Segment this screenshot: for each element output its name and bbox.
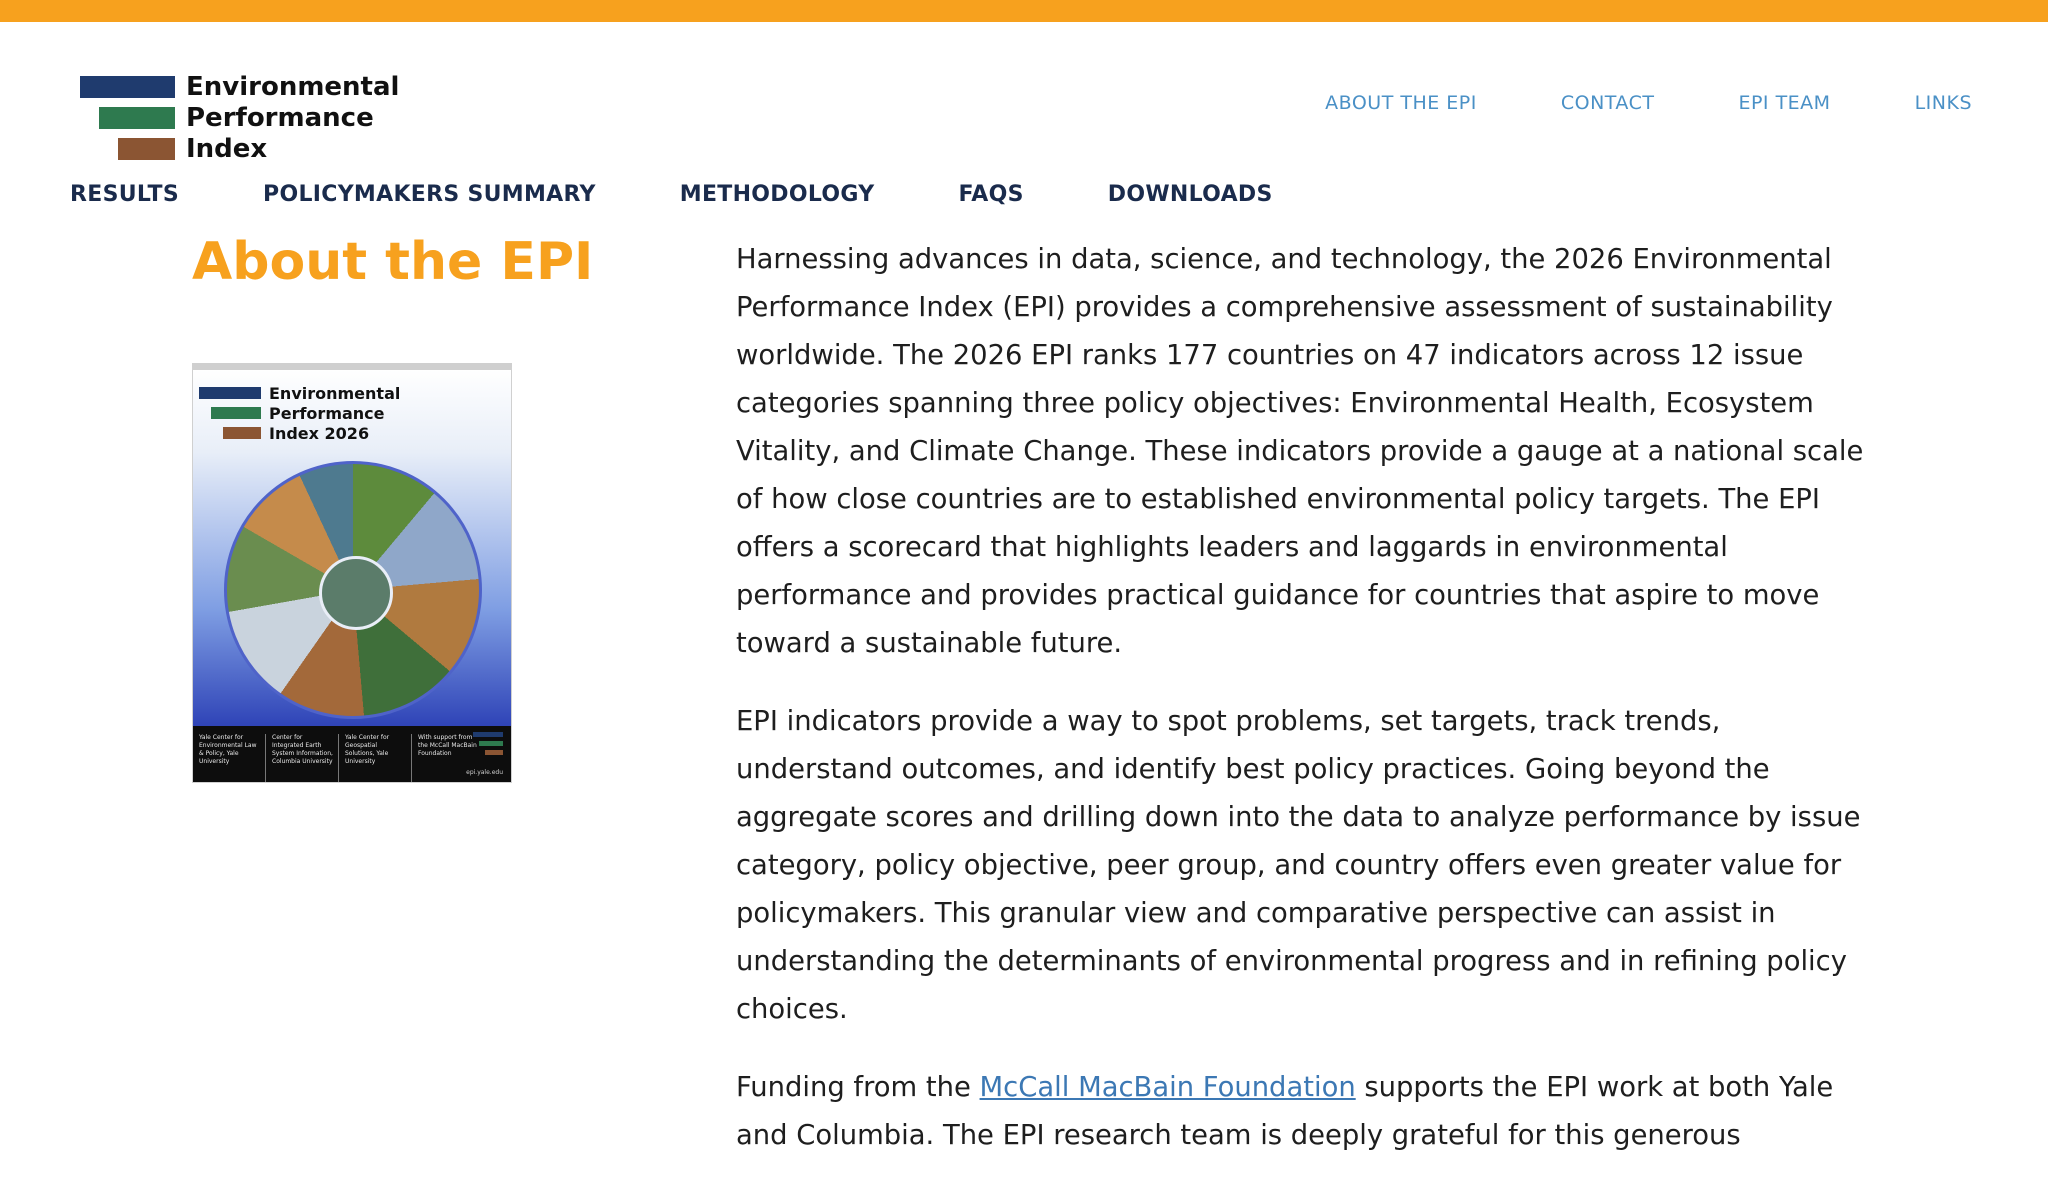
cover-logo-bar-navy xyxy=(199,387,261,399)
logo-line-3: Index xyxy=(186,134,268,164)
about-content xyxy=(736,236,1876,1190)
report-cover-image[interactable] xyxy=(192,363,512,783)
cover-title-line-2: Performance xyxy=(269,404,385,423)
cover-title-line-3: Index 2026 xyxy=(269,424,370,443)
nav-methodology[interactable]: METHODOLOGY xyxy=(679,182,875,207)
cover-logo-bar-green xyxy=(211,407,261,419)
cover-footer-col-2: Center for Integrated Earth System Information, Columbia University xyxy=(272,734,339,782)
cover-logo-icon xyxy=(199,387,261,439)
utility-link-about[interactable]: ABOUT THE EPI xyxy=(1325,92,1477,114)
cover-photo-hub xyxy=(319,556,393,630)
utility-link-links[interactable]: LINKS xyxy=(1914,92,1972,114)
mccall-macbain-link[interactable]: McCall MacBain Foundation xyxy=(979,1072,1356,1103)
about-paragraph-1: Harnessing advances in data, science, and technology, the 2026 Environmental Performance Index (EPI) provides a comprehensive assessment of sustainability worldwide. The 2026 EPI ranks 177 countries on 47 indicators across 12 issue categories spanning three policy objectives: Environmental Health, Ecosystem Vitality, and Climate Change. These indicators provide a gauge at a national scale of how close countries are to established environmental policy targets. The EPI offers a scorecard that highlights leaders and laggards in environmental performance and provides practical guidance for countries that aspire to move toward a sustainable future. xyxy=(736,244,1864,659)
top-accent-bar xyxy=(0,0,2048,22)
utility-nav xyxy=(1325,92,1972,114)
epi-logo[interactable] xyxy=(80,72,400,164)
cover-footer-col-4: With support from the McCall MacBain Foundation xyxy=(418,734,477,757)
cover-url: epi.yale.edu xyxy=(466,769,503,776)
mini-logo-bar-brown xyxy=(485,750,503,755)
cover-footer-logo-icon xyxy=(473,732,503,760)
nav-downloads[interactable]: DOWNLOADS xyxy=(1107,182,1273,207)
mini-logo-bar-navy xyxy=(473,732,503,737)
about-paragraph-3 xyxy=(736,1064,1876,1160)
cover-title-line-1: Environmental xyxy=(269,384,401,403)
logo-line-2: Performance xyxy=(186,103,374,133)
about-paragraph-2: EPI indicators provide a way to spot problems, set targets, track trends, understand outcomes, and identify best policy practices. Going beyond the aggregate scores and drilling down into the data to analyze performance by issue category, policy objective, peer group, and country offers even greater value for policymakers. This granular view and comparative perspective can assist in understanding the determinants of environmental progress and in refining policy choices. xyxy=(736,706,1861,1025)
cover-photo-collage xyxy=(224,461,482,719)
logo-bar-brown xyxy=(118,138,175,160)
funding-text-after: supports the EPI work at both Yale and Columbia. The EPI research team is deeply grateful for this generous xyxy=(736,1072,1834,1151)
nav-policymakers-summary[interactable]: POLICYMAKERS SUMMARY xyxy=(263,182,596,207)
logo-bar-navy xyxy=(80,76,175,98)
cover-title xyxy=(269,384,400,444)
cover-footer-col-1: Yale Center for Environmental Law & Policy, Yale University xyxy=(199,734,266,782)
logo-line-1: Environmental xyxy=(186,72,400,102)
main-nav xyxy=(70,182,1273,207)
mini-logo-bar-green xyxy=(479,741,503,746)
logo-bar-green xyxy=(99,107,175,129)
cover-footer xyxy=(193,726,511,782)
cover-footer-col-3: Yale Center for Geospatial Solutions, Yale University xyxy=(345,734,412,782)
nav-faqs[interactable]: FAQS xyxy=(958,182,1024,207)
page-title: About the EPI xyxy=(192,232,594,292)
cover-logo-bar-brown xyxy=(223,427,261,439)
nav-results[interactable]: RESULTS xyxy=(70,182,180,207)
logo-wordmark xyxy=(186,72,399,165)
utility-link-contact[interactable]: CONTACT xyxy=(1560,92,1655,114)
funding-text-before: Funding from the xyxy=(736,1072,980,1103)
utility-link-epi-team[interactable]: EPI TEAM xyxy=(1738,92,1831,114)
